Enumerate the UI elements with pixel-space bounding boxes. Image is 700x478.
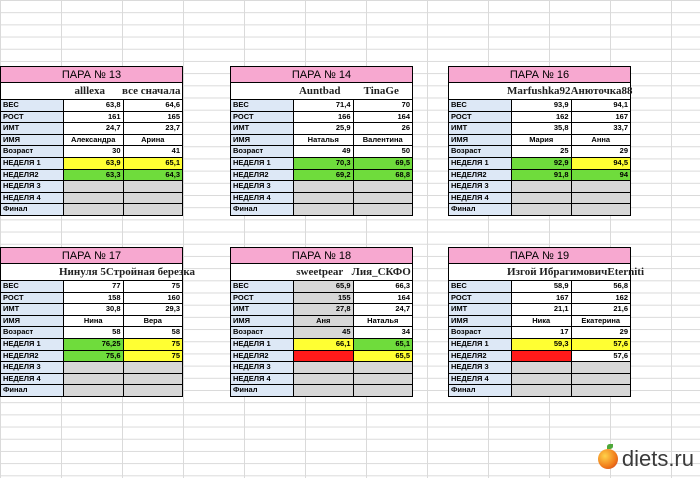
value-cell[interactable]: 64,3	[123, 169, 183, 181]
value-cell[interactable]: 69,2	[294, 169, 354, 181]
value-cell[interactable]: 94,5	[571, 157, 631, 169]
value-cell[interactable]	[512, 385, 572, 397]
value-cell[interactable]: 70,3	[294, 157, 354, 169]
value-cell[interactable]	[64, 192, 124, 204]
value-cell[interactable]: 29	[571, 327, 631, 339]
table-row	[1, 123, 183, 135]
row-label[interactable]: Финал	[231, 204, 294, 216]
row-label[interactable]: ВЕС	[1, 281, 64, 293]
value-cell[interactable]: Ника	[512, 315, 572, 327]
pair-title[interactable]: ПАРА № 14	[230, 66, 413, 83]
row-label[interactable]: РОСТ	[231, 292, 294, 304]
value-cell[interactable]	[571, 373, 631, 385]
stats-table	[230, 280, 413, 397]
table-row	[1, 204, 183, 216]
table-row	[231, 204, 413, 216]
table-row	[231, 385, 413, 397]
row-label[interactable]: НЕДЕЛЯ 4	[1, 192, 64, 204]
table-row	[449, 111, 631, 123]
table-row	[1, 350, 183, 362]
participant-nick[interactable]: Eterniti	[607, 266, 645, 278]
value-cell[interactable]	[64, 373, 124, 385]
row-label[interactable]: НЕДЕЛЯ 1	[1, 338, 64, 350]
row-label[interactable]: Возраст	[449, 327, 512, 339]
value-cell[interactable]	[123, 362, 183, 374]
value-cell[interactable]: 164	[353, 111, 413, 123]
value-cell[interactable]: 158	[64, 292, 124, 304]
table-row	[231, 123, 413, 135]
value-cell[interactable]: 50	[353, 146, 413, 158]
value-cell[interactable]: 58	[64, 327, 124, 339]
table-row	[231, 315, 413, 327]
value-cell[interactable]	[123, 181, 183, 193]
row-label[interactable]: ИМЯ	[449, 315, 512, 327]
value-cell[interactable]	[353, 385, 413, 397]
value-cell[interactable]	[353, 373, 413, 385]
table-row	[1, 315, 183, 327]
participant-nick[interactable]: Анюточка88	[570, 85, 633, 97]
value-cell[interactable]: 63,3	[64, 169, 124, 181]
value-cell[interactable]	[123, 385, 183, 397]
stats-table	[0, 99, 183, 216]
row-label[interactable]: НЕДЕЛЯ 4	[449, 192, 512, 204]
table-row	[231, 292, 413, 304]
value-cell[interactable]: 57,6	[571, 350, 631, 362]
value-cell[interactable]	[353, 181, 413, 193]
pair-table	[230, 66, 413, 216]
value-cell[interactable]	[64, 181, 124, 193]
table-row	[231, 146, 413, 158]
value-cell[interactable]: 160	[123, 292, 183, 304]
table-row	[449, 315, 631, 327]
value-cell[interactable]: Екатерина	[571, 315, 631, 327]
value-cell[interactable]: 30	[64, 146, 124, 158]
value-cell[interactable]: 161	[64, 111, 124, 123]
value-cell[interactable]: 59,3	[512, 338, 572, 350]
value-cell[interactable]	[294, 373, 354, 385]
row-label[interactable]: ИМЯ	[231, 315, 294, 327]
row-label[interactable]: НЕДЕЛЯ 4	[231, 192, 294, 204]
row-label[interactable]: РОСТ	[231, 111, 294, 123]
value-cell[interactable]	[512, 362, 572, 374]
row-label[interactable]: ИМТ	[231, 304, 294, 316]
row-label[interactable]: РОСТ	[449, 111, 512, 123]
value-cell[interactable]: 33,7	[571, 123, 631, 135]
table-row	[231, 192, 413, 204]
value-cell[interactable]: 167	[512, 292, 572, 304]
participant-nick[interactable]: все сначала	[122, 85, 181, 97]
table-row	[449, 327, 631, 339]
participants-row	[0, 83, 183, 99]
value-cell[interactable]	[64, 385, 124, 397]
participant-nick[interactable]: alllexa	[74, 85, 106, 97]
value-cell[interactable]: 57,6	[571, 338, 631, 350]
table-row	[231, 134, 413, 146]
row-label[interactable]: НЕДЕЛЯ2	[449, 350, 512, 362]
table-row	[231, 157, 413, 169]
table-row	[231, 362, 413, 374]
value-cell[interactable]	[571, 204, 631, 216]
value-cell[interactable]: 94,1	[571, 100, 631, 112]
table-row	[231, 350, 413, 362]
value-cell[interactable]: 166	[294, 111, 354, 123]
value-cell[interactable]: Валентина	[353, 134, 413, 146]
row-label[interactable]: НЕДЕЛЯ2	[231, 169, 294, 181]
pair-title[interactable]: ПАРА № 17	[0, 247, 183, 264]
table-row	[1, 111, 183, 123]
value-cell[interactable]: Анна	[571, 134, 631, 146]
value-cell[interactable]: 75,6	[64, 350, 124, 362]
table-row	[1, 100, 183, 112]
participant-nick[interactable]: sweetpear	[296, 266, 344, 278]
value-cell[interactable]	[294, 181, 354, 193]
table-row	[449, 123, 631, 135]
value-cell[interactable]: 34	[353, 327, 413, 339]
row-label[interactable]: НЕДЕЛЯ 3	[1, 362, 64, 374]
logo-text: diets.ru	[621, 446, 694, 471]
row-label[interactable]: НЕДЕЛЯ2	[231, 350, 294, 362]
row-label[interactable]: ИМТ	[231, 123, 294, 135]
row-label[interactable]: РОСТ	[449, 292, 512, 304]
participants-row	[0, 264, 196, 280]
value-cell[interactable]	[64, 362, 124, 374]
table-row	[449, 281, 631, 293]
row-label[interactable]: Финал	[1, 204, 64, 216]
row-label[interactable]: НЕДЕЛЯ 4	[1, 373, 64, 385]
participant-nick[interactable]: Стройная березка	[105, 266, 196, 278]
pair-table	[448, 66, 631, 216]
value-cell[interactable]	[353, 204, 413, 216]
table-row	[449, 292, 631, 304]
table-row	[231, 338, 413, 350]
row-label[interactable]: НЕДЕЛЯ 1	[231, 338, 294, 350]
table-row	[1, 281, 183, 293]
row-label[interactable]: Финал	[1, 385, 64, 397]
value-cell[interactable]: 76,25	[64, 338, 124, 350]
pair-title[interactable]: ПАРА № 18	[230, 247, 413, 264]
row-label[interactable]: НЕДЕЛЯ2	[1, 350, 64, 362]
table-row	[231, 327, 413, 339]
participants-row	[448, 83, 631, 99]
row-label[interactable]: НЕДЕЛЯ 3	[449, 181, 512, 193]
value-cell[interactable]: Вера	[123, 315, 183, 327]
row-label[interactable]: НЕДЕЛЯ 4	[449, 373, 512, 385]
value-cell[interactable]: 65,1	[353, 338, 413, 350]
row-label[interactable]: ИМЯ	[449, 134, 512, 146]
value-cell[interactable]	[512, 350, 572, 362]
participant-nick[interactable]: Изгой Ибрагимович	[507, 266, 608, 278]
value-cell[interactable]: 162	[512, 111, 572, 123]
row-label[interactable]: ИМЯ	[1, 315, 64, 327]
value-cell[interactable]	[294, 362, 354, 374]
value-cell[interactable]: 65,9	[294, 281, 354, 293]
row-label[interactable]: НЕДЕЛЯ 4	[231, 373, 294, 385]
value-cell[interactable]	[512, 204, 572, 216]
table-row	[449, 169, 631, 181]
value-cell[interactable]	[571, 192, 631, 204]
row-label[interactable]: Возраст	[449, 146, 512, 158]
table-row	[449, 304, 631, 316]
pair-table	[0, 66, 183, 216]
table-row	[1, 373, 183, 385]
value-cell[interactable]	[571, 362, 631, 374]
value-cell[interactable]: 65,5	[353, 350, 413, 362]
table-row	[449, 157, 631, 169]
value-cell[interactable]: 58,9	[512, 281, 572, 293]
row-label[interactable]: НЕДЕЛЯ 3	[1, 181, 64, 193]
value-cell[interactable]: 29,3	[123, 304, 183, 316]
table-row	[449, 385, 631, 397]
value-cell[interactable]: 93,9	[512, 100, 572, 112]
value-cell[interactable]: 69,5	[353, 157, 413, 169]
row-label[interactable]: Финал	[449, 385, 512, 397]
value-cell[interactable]: 155	[294, 292, 354, 304]
value-cell[interactable]	[123, 192, 183, 204]
value-cell[interactable]	[294, 385, 354, 397]
value-cell[interactable]: 167	[571, 111, 631, 123]
table-row	[231, 373, 413, 385]
row-label[interactable]: Возраст	[1, 327, 64, 339]
pair-title[interactable]: ПАРА № 13	[0, 66, 183, 83]
value-cell[interactable]: Мария	[512, 134, 572, 146]
value-cell[interactable]: 68,8	[353, 169, 413, 181]
table-row	[449, 204, 631, 216]
value-cell[interactable]: 70	[353, 100, 413, 112]
value-cell[interactable]	[353, 192, 413, 204]
row-label[interactable]: ВЕС	[231, 100, 294, 112]
stats-table	[0, 280, 183, 397]
value-cell[interactable]	[294, 350, 354, 362]
participant-nick[interactable]: Нинуля 5	[59, 266, 106, 278]
pair-title[interactable]: ПАРА № 16	[448, 66, 631, 83]
value-cell[interactable]: 63,9	[64, 157, 124, 169]
value-cell[interactable]: 65,1	[123, 157, 183, 169]
table-row	[449, 338, 631, 350]
table-row	[231, 181, 413, 193]
table-row	[1, 304, 183, 316]
stats-table	[230, 99, 413, 216]
value-cell[interactable]: Наталья	[294, 134, 354, 146]
row-label[interactable]: ИМЯ	[231, 134, 294, 146]
value-cell[interactable]: Наталья	[353, 315, 413, 327]
pair-table	[0, 247, 196, 397]
value-cell[interactable]: 21,6	[571, 304, 631, 316]
value-cell[interactable]: 71,4	[294, 100, 354, 112]
row-label[interactable]: Возраст	[231, 327, 294, 339]
stats-table	[448, 99, 631, 216]
table-row	[1, 292, 183, 304]
row-label[interactable]: Возраст	[231, 146, 294, 158]
table-row	[231, 281, 413, 293]
row-label[interactable]: ВЕС	[449, 100, 512, 112]
value-cell[interactable]: 162	[571, 292, 631, 304]
participant-nick[interactable]: Лия_СКФО	[351, 266, 411, 278]
value-cell[interactable]	[123, 204, 183, 216]
row-label[interactable]: НЕДЕЛЯ 1	[1, 157, 64, 169]
table-row	[1, 192, 183, 204]
value-cell[interactable]	[512, 373, 572, 385]
table-row	[449, 146, 631, 158]
row-label[interactable]: НЕДЕЛЯ 3	[231, 181, 294, 193]
row-label[interactable]: Финал	[449, 204, 512, 216]
table-row	[1, 157, 183, 169]
value-cell[interactable]: 75	[123, 338, 183, 350]
value-cell[interactable]: 41	[123, 146, 183, 158]
row-label[interactable]: ВЕС	[1, 100, 64, 112]
value-cell[interactable]	[512, 181, 572, 193]
table-row	[1, 146, 183, 158]
row-label[interactable]: НЕДЕЛЯ 3	[449, 362, 512, 374]
row-label[interactable]: НЕДЕЛЯ 3	[231, 362, 294, 374]
value-cell[interactable]: 91,8	[512, 169, 572, 181]
value-cell[interactable]	[64, 204, 124, 216]
row-label[interactable]: Финал	[231, 385, 294, 397]
table-row	[231, 100, 413, 112]
value-cell[interactable]: Аня	[294, 315, 354, 327]
value-cell[interactable]: 45	[294, 327, 354, 339]
value-cell[interactable]: 58	[123, 327, 183, 339]
participant-nick[interactable]: TinaGe	[363, 85, 399, 97]
value-cell[interactable]	[512, 192, 572, 204]
table-row	[449, 134, 631, 146]
participants-row	[230, 264, 413, 280]
table-row	[449, 350, 631, 362]
value-cell[interactable]: 30,8	[64, 304, 124, 316]
table-row	[1, 134, 183, 146]
participants-row	[230, 83, 413, 99]
table-row	[231, 304, 413, 316]
value-cell[interactable]: 66,1	[294, 338, 354, 350]
value-cell[interactable]: 66,3	[353, 281, 413, 293]
row-label[interactable]: НЕДЕЛЯ2	[1, 169, 64, 181]
row-label[interactable]: ВЕС	[231, 281, 294, 293]
table-row	[449, 192, 631, 204]
pair-table	[448, 247, 645, 397]
value-cell[interactable]: 64,6	[123, 100, 183, 112]
value-cell[interactable]	[353, 362, 413, 374]
value-cell[interactable]: 26	[353, 123, 413, 135]
value-cell[interactable]: 165	[123, 111, 183, 123]
row-label[interactable]: РОСТ	[1, 292, 64, 304]
value-cell[interactable]	[294, 192, 354, 204]
participants-row	[448, 264, 645, 280]
value-cell[interactable]: Нина	[64, 315, 124, 327]
row-label[interactable]: ВЕС	[449, 281, 512, 293]
row-label[interactable]: ИМТ	[1, 304, 64, 316]
row-label[interactable]: РОСТ	[1, 111, 64, 123]
value-cell[interactable]: 92,9	[512, 157, 572, 169]
value-cell[interactable]: 24,7	[353, 304, 413, 316]
value-cell[interactable]: Арина	[123, 134, 183, 146]
table-row	[1, 169, 183, 181]
value-cell[interactable]: Александра	[64, 134, 124, 146]
stats-table	[448, 280, 631, 397]
value-cell[interactable]	[571, 181, 631, 193]
row-label[interactable]: Возраст	[1, 146, 64, 158]
table-row	[231, 169, 413, 181]
row-label[interactable]: ИМЯ	[1, 134, 64, 146]
row-label[interactable]: ИМТ	[449, 304, 512, 316]
table-row	[449, 373, 631, 385]
table-row	[1, 327, 183, 339]
table-row	[1, 181, 183, 193]
value-cell[interactable]: 21,1	[512, 304, 572, 316]
table-row	[231, 111, 413, 123]
pair-title[interactable]: ПАРА № 19	[448, 247, 631, 264]
value-cell[interactable]	[571, 385, 631, 397]
value-cell[interactable]: 35,8	[512, 123, 572, 135]
row-label[interactable]: НЕДЕЛЯ 1	[231, 157, 294, 169]
table-row	[1, 338, 183, 350]
value-cell[interactable]: 77	[64, 281, 124, 293]
value-cell[interactable]: 63,8	[64, 100, 124, 112]
table-row	[449, 100, 631, 112]
table-row	[449, 362, 631, 374]
value-cell[interactable]: 94	[571, 169, 631, 181]
table-row	[1, 362, 183, 374]
value-cell[interactable]: 75	[123, 350, 183, 362]
value-cell[interactable]: 25	[512, 146, 572, 158]
apple-icon	[598, 449, 618, 469]
value-cell[interactable]: 25,9	[294, 123, 354, 135]
table-row	[1, 385, 183, 397]
value-cell[interactable]: 164	[353, 292, 413, 304]
value-cell[interactable]: 23,7	[123, 123, 183, 135]
value-cell[interactable]: 17	[512, 327, 572, 339]
pair-table	[230, 247, 413, 397]
value-cell[interactable]	[123, 373, 183, 385]
value-cell[interactable]: 24,7	[64, 123, 124, 135]
value-cell[interactable]: 75	[123, 281, 183, 293]
row-label[interactable]: НЕДЕЛЯ2	[449, 169, 512, 181]
diets-logo	[598, 446, 694, 472]
value-cell[interactable]	[294, 204, 354, 216]
value-cell[interactable]: 49	[294, 146, 354, 158]
row-label[interactable]: НЕДЕЛЯ 1	[449, 157, 512, 169]
row-label[interactable]: ИМТ	[449, 123, 512, 135]
table-row	[449, 181, 631, 193]
participant-nick[interactable]: Marfushka92	[507, 85, 571, 97]
value-cell[interactable]: 56,8	[571, 281, 631, 293]
row-label[interactable]: ИМТ	[1, 123, 64, 135]
participant-nick[interactable]: Auntbad	[298, 85, 341, 97]
value-cell[interactable]: 27,8	[294, 304, 354, 316]
value-cell[interactable]: 29	[571, 146, 631, 158]
row-label[interactable]: НЕДЕЛЯ 1	[449, 338, 512, 350]
